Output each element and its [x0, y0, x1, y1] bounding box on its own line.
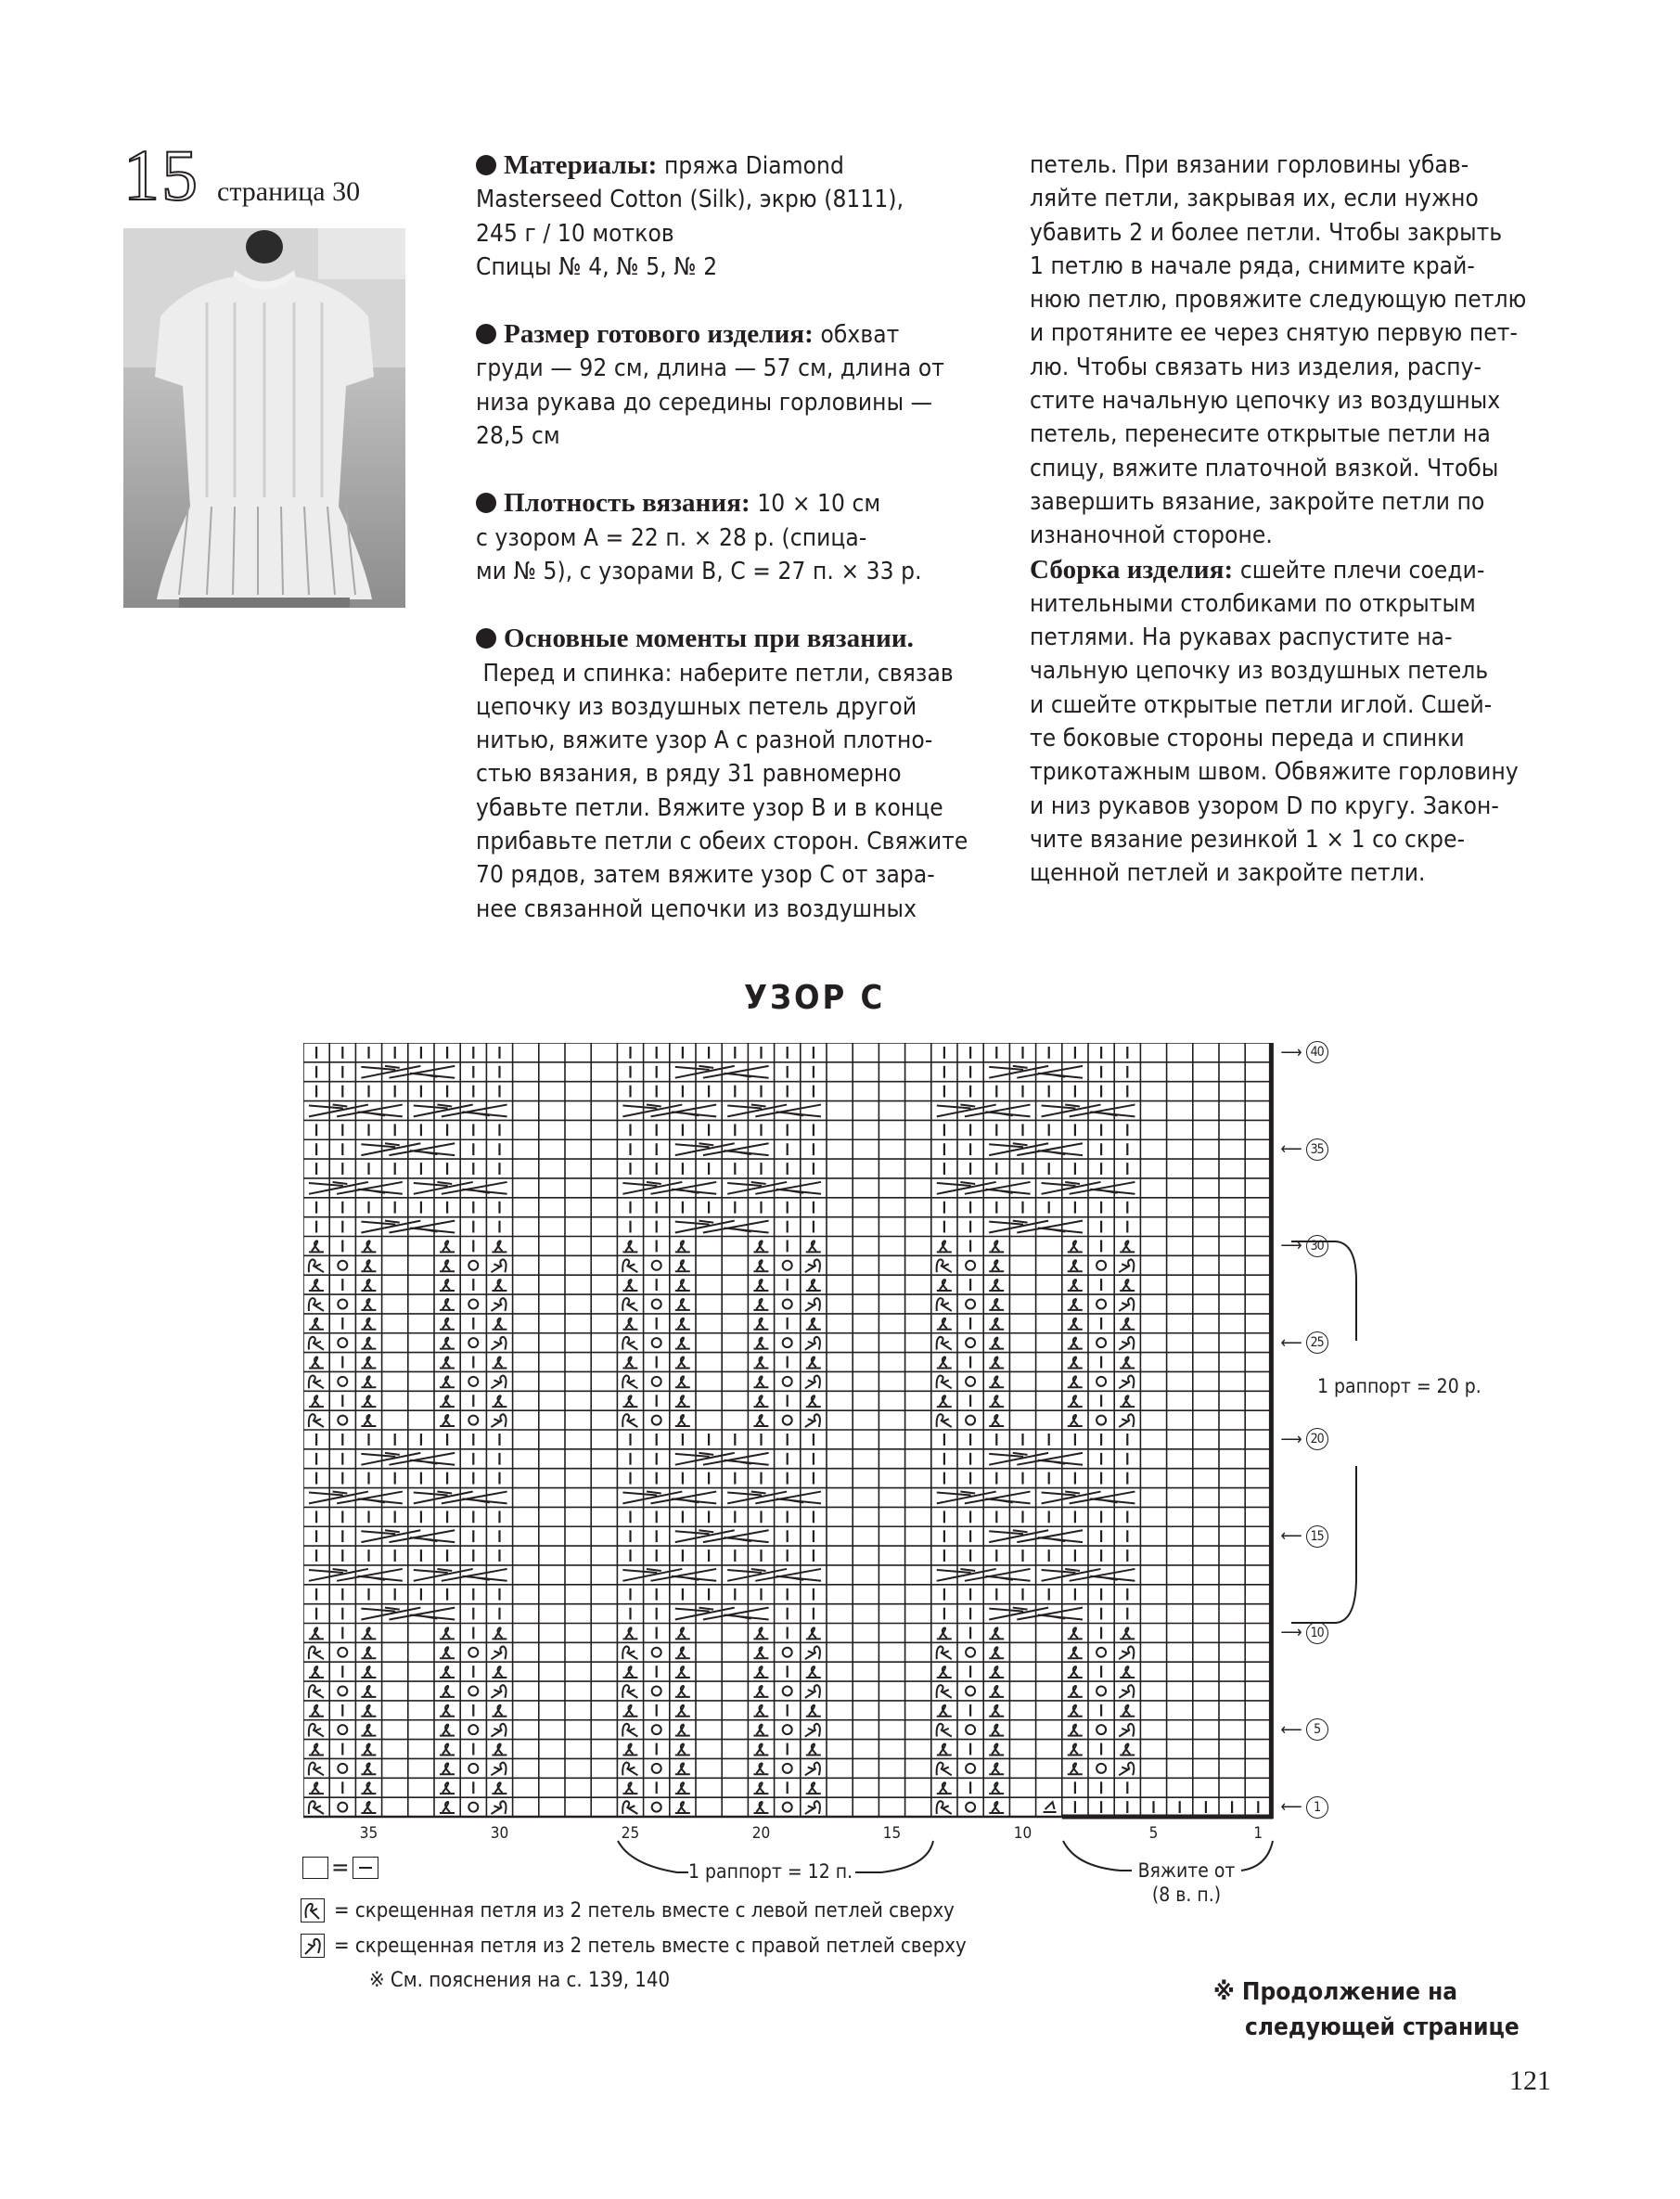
legend-reference: ※ См. пояснения на с. 139, 140	[369, 1969, 671, 1992]
column-number: 10	[1013, 1824, 1032, 1843]
blank-cell-icon	[302, 1857, 328, 1879]
arrow-left-icon: ⟵	[1280, 1719, 1302, 1740]
purl-cell-icon	[353, 1857, 378, 1879]
arrow-left-icon: ⟵	[1280, 1797, 1302, 1818]
row-number: ⟵ 15	[1280, 1525, 1327, 1548]
size-section: Размер готового изделия: обхват груди — 92 см, длина — 57 см, длина от низа рукава до середины горловины — 28,5 см	[476, 319, 945, 451]
page-number: 121	[1509, 2065, 1551, 2096]
materials-section: Материалы: пряжа Diamond Masterseed Cotton (Silk), экрю (8111), 245 г / 10 мотков Спицы № 4, № 5, № 2	[476, 150, 904, 281]
chart-title: УЗОР С	[744, 979, 886, 1017]
instructions-text: петель. При вязании горловины убав- ляйте петли, закрывая их, если нужно убавить 2 и более петли. Чтобы закрыть 1 петлю в начале ряда, снимите край- нюю петлю, провяжите следующую петлю и протяните ее через снятую первую пет- лю. Чтобы связать низ изделия, распу- стите начальную цепочку из воздушных петель, перенесите открытые петли на спицу, вяжите платочной вязкой. Чтобы завершить вязание, закройте петли по изнаночной стороне.	[1030, 151, 1527, 550]
left-twisted-decrease-icon	[301, 1898, 325, 1923]
arrow-left-icon: ⟵	[1280, 1139, 1302, 1160]
column-number: 30	[490, 1824, 509, 1843]
start-note: Вяжите от (8 в. п.)	[1137, 1859, 1236, 1906]
arrow-left-icon: ⟵	[1280, 1332, 1302, 1353]
row-number: ⟵ 1	[1280, 1796, 1327, 1819]
column-number: 5	[1148, 1824, 1159, 1843]
column-number: 15	[882, 1824, 902, 1843]
row-number: ⟶ 30	[1280, 1235, 1327, 1257]
key-points-section: Основные моменты при вязании. Перед и спинка: наберите петли, связав цепочку из воздушных петель другой нитью, вяжите узор А с разной плотно- стью вязания, в ряду 31 равномерно убавьте петли. Вяжите узор В и в конце прибавьте петли с обеих сторон. Свяжите 70 рядов, затем вяжите узор С от зара- нее связанной цепочки из воздушных	[476, 624, 968, 923]
row-number: ⟵ 25	[1280, 1331, 1327, 1354]
row-number: ⟶ 10	[1280, 1622, 1327, 1644]
row-number: ⟵ 35	[1280, 1138, 1327, 1161]
legend-blank: =	[302, 1854, 378, 1882]
column-number: 35	[359, 1824, 378, 1843]
column-number: 20	[751, 1824, 771, 1843]
row-number: ⟶ 20	[1280, 1428, 1327, 1450]
row-number: ⟶ 40	[1280, 1041, 1327, 1063]
stitch-repeat-label: 1 раппорт = 12 п.	[688, 1860, 853, 1883]
arrow-right-icon: ⟶	[1280, 1623, 1302, 1643]
right-twisted-decrease-icon	[301, 1934, 325, 1958]
legend-right-twisted: = скрещенная петля из 2 петель вместе с правой петлей сверху	[301, 1934, 967, 1958]
row-repeat-label: 1 раппорт = 20 р.	[1317, 1375, 1481, 1397]
arrow-right-icon: ⟶	[1280, 1042, 1302, 1062]
arrow-right-icon: ⟶	[1280, 1429, 1302, 1449]
gauge-section: Плотность вязания: 10 × 10 см с узором А = 22 п. × 28 р. (спица- ми № 5), с узорами В, С = 27 п. × 33 р.	[476, 488, 922, 585]
pattern-number: 15	[123, 135, 199, 215]
assembly-section: Сборка изделия: сшейте плечи соеди- нительными столбиками по открытым петлями. На рукавах распустите на- чальную цепочку из воздушных петель и сшейте открытые петли иглой. Сшей- те боковые стороны переда и спинки трикотажным швом. Обвяжите горловину и низ рукавов узором D по кругу. Закон- чите вязание резинкой 1 × 1 со скре- щенной петлей и закройте петли.	[1030, 554, 1519, 888]
row-number: ⟵ 5	[1280, 1718, 1327, 1741]
column-number: 1	[1253, 1824, 1263, 1843]
legend-left-twisted: = скрещенная петля из 2 петель вместе с левой петлей сверху	[301, 1898, 955, 1923]
page-reference: страница 30	[217, 176, 361, 207]
arrow-left-icon: ⟵	[1280, 1526, 1302, 1547]
column-number: 25	[621, 1824, 640, 1843]
continued-note: ※ Продолжение на следующей странице	[1213, 1978, 1520, 2041]
arrow-right-icon: ⟶	[1280, 1236, 1302, 1256]
